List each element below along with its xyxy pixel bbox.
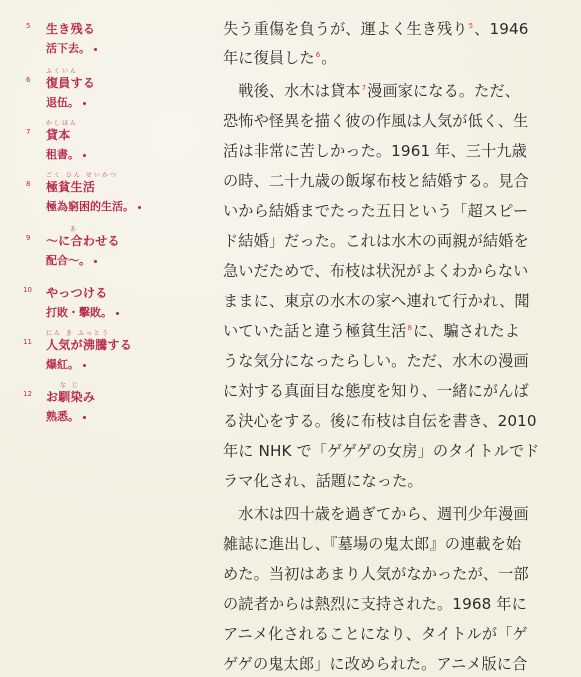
note-term: ～に合わせる <box>46 234 120 248</box>
note-term: 極貧生活 <box>46 180 96 194</box>
text-line: 雑誌に進出し、『墓場の鬼太郎』の連載を始 <box>223 535 522 553</box>
note-gloss: 打敗・擊敗。 <box>46 304 119 320</box>
text-line: の時、二十九歳の飯塚布枝と結婚する。見合 <box>223 172 529 190</box>
text-line: 活は非常に苦しかった。1961 年、三十九歳 <box>223 142 527 160</box>
text-line: 失う重傷を負うが、運よく生き残り$^5$、1946 <box>223 20 529 38</box>
bullet-dot-icon <box>83 364 86 367</box>
note-term: やっつける <box>46 286 108 300</box>
note-term: 人気が沸騰する <box>46 338 133 352</box>
note-term: 貸本 <box>46 128 71 142</box>
note-gloss: 租書。 <box>46 146 86 162</box>
note-term: お馴染み <box>46 390 96 404</box>
note-furigana: にん き ふっとう <box>46 330 110 337</box>
text-line: ラマ化され、話題になった。 <box>223 472 423 490</box>
note-ref: 5 <box>468 21 474 30</box>
note-furigana: あ <box>70 226 79 233</box>
text-line: いていた話と違う極貧生活$^8$に、騙されたよ <box>223 322 521 340</box>
note-number: 9 <box>26 234 31 242</box>
bullet-dot-icon <box>83 416 86 419</box>
note-gloss: 配合～。 <box>46 252 97 268</box>
note-ref: 8 <box>407 323 413 332</box>
text-line: 恐怖や怪異を描く彼の作風は人気が低く、生 <box>223 112 529 130</box>
text-line: めた。当初はあまり人気がなかったが、一部 <box>223 565 529 583</box>
note-number: 10 <box>23 286 32 294</box>
note-number: 8 <box>26 180 31 188</box>
note-number: 5 <box>26 22 31 30</box>
text-line: 年に NHK で「ゲゲゲの女房」のタイトルでド <box>223 442 540 460</box>
text-line: うな気分になったらしい。ただ、水木の漫画 <box>223 352 529 370</box>
bullet-dot-icon <box>138 206 141 209</box>
text-line: 戦後、水木は貸本$^7$漫画家になる。ただ、 <box>223 82 521 100</box>
note-gloss: 爆紅。 <box>46 356 86 372</box>
note-furigana: な じ <box>60 382 80 389</box>
bullet-dot-icon <box>116 312 119 315</box>
text-line: いから結婚までたった五日という「超スピー <box>223 202 529 220</box>
text-line: る決心をする。後に布枝は自伝を書き、2010 <box>223 412 537 430</box>
vocabulary-notes <box>0 0 215 677</box>
text-line: 急いだためで、布枝は状況がよくわからない <box>223 262 529 280</box>
note-furigana: ごく ひん せいかつ <box>46 172 118 179</box>
note-furigana: かしほん <box>46 120 79 127</box>
note-gloss: 極為窮困的生活。 <box>46 198 141 214</box>
bullet-dot-icon <box>94 48 97 51</box>
text-line: に対する真面目な態度を知り、一緒にがんば <box>223 382 529 400</box>
note-ref: 7 <box>361 83 367 92</box>
note-number: 11 <box>23 338 32 346</box>
text-line: ド結婚」だった。これは水木の両親が結婚を <box>223 232 529 250</box>
note-furigana: ふくいん <box>46 68 79 75</box>
text-line: 年に復員した$^6$。 <box>223 49 337 67</box>
note-gloss: 熟悉。 <box>46 408 86 424</box>
note-number: 7 <box>26 128 31 136</box>
text-line: アニメ化されることになり、タイトルが「ゲ <box>223 625 528 643</box>
note-term: 復員する <box>46 76 96 90</box>
note-number: 6 <box>26 76 31 84</box>
bullet-dot-icon <box>94 260 97 263</box>
note-term: 生き残る <box>46 22 96 36</box>
text-line: 水木は四十歳を過ぎてから、週刊少年漫画 <box>223 505 529 523</box>
note-gloss: 活下去。 <box>46 40 97 56</box>
note-number: 12 <box>23 390 32 398</box>
text-line: の読者からは熱烈に支持された。1968 年に <box>223 595 527 613</box>
text-line: ままに、東京の水木の家へ連れて行かれ、聞 <box>223 292 530 310</box>
note-gloss: 退伍。 <box>46 94 86 110</box>
text-line: ゲゲの鬼太郎」に改められた。アニメ版に合 <box>223 655 528 673</box>
bullet-dot-icon <box>83 102 86 105</box>
main-text <box>213 0 581 677</box>
bullet-dot-icon <box>83 154 86 157</box>
note-ref: 6 <box>315 50 321 59</box>
